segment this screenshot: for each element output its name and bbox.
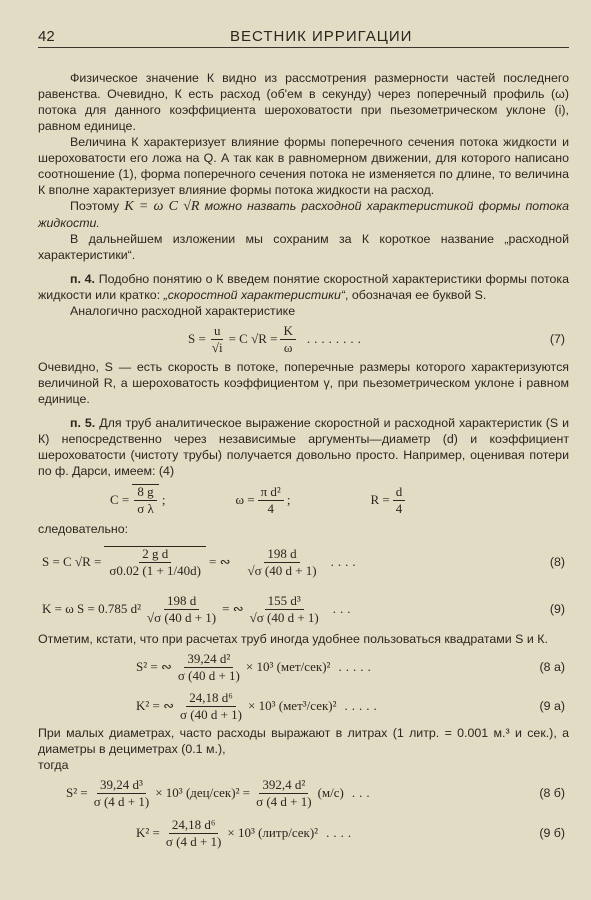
eq4-sep-1: ;: [161, 492, 166, 507]
eq8b-fraction-2: [253, 778, 315, 809]
eq9a-rest: × 10³ (мет³/сек)²: [248, 698, 337, 713]
equation-9b: [38, 813, 569, 853]
eq8a-dots: .....: [338, 659, 375, 674]
eq8a-rest: × 10³ (мет/сек)²: [245, 659, 331, 674]
eq9-num-2: 155 d³: [265, 594, 304, 610]
eq8-lhs: S = C √R =: [42, 554, 102, 569]
paragraph-squares: Отметим, кстати, что при расчетах труб иногда удобнее пользоваться квадратами S и К.: [38, 632, 548, 646]
paragraph-then: тогда: [38, 758, 69, 772]
equation-8a: [38, 647, 569, 687]
eq8-approx: = ∾: [209, 554, 231, 569]
eq9-den-1: √σ (40 d + 1): [147, 609, 217, 625]
paragraph-analogous: Аналогично расходной характеристике: [70, 304, 296, 318]
equation-9: [38, 587, 569, 631]
eq8-den-2: √σ (40 d + 1): [247, 562, 317, 578]
paragraph-small-diameters: При малых диаметрах, часто расходы выражают в литрах (1 литр. = 0.001 м.³ и сек.), а диаметры в дециметрах (0.1 м.),: [38, 726, 569, 756]
eq9b-rest: × 10³ (литр/сек)²: [227, 825, 319, 840]
eq9a-den: σ (40 d + 1): [180, 706, 243, 722]
eq4-c-lhs: C =: [110, 492, 130, 507]
section-4-text-a: Подобно понятию о К введем понятие скоростной характеристики формы потока жидкости или кратко:: [38, 272, 569, 302]
paragraph-physical-meaning: Физическое значение К видно из рассмотрения размерности частей последнего равенства. Очевидно, К есть расход (об'ем в секунду) через поперечный профиль (ω) потока для данного коэффициента шероховатости при пьезометрическом уклоне (i), равном единице.: [38, 71, 569, 133]
eq8b-rest: (м/с): [317, 785, 344, 800]
eq8-num-1: 2 g d: [139, 547, 171, 563]
eq9a-dots: .....: [344, 698, 381, 713]
eq8b-num-2: 392,4 d²: [259, 778, 308, 794]
eq9-num-1: 198 d: [164, 594, 199, 610]
eq4-r-lhs: R =: [370, 492, 390, 507]
eq7-fraction-2: [280, 324, 295, 355]
eq7-mid: = C √R =: [228, 331, 278, 346]
paragraph-therefore-italic: можно назвать расходной характеристикой формы потока жидкости.: [38, 199, 570, 230]
paragraph-therefore-start: Поэтому: [70, 199, 120, 213]
eq8b-num-1: 39,24 d³: [97, 778, 146, 794]
equation-8b: [38, 773, 569, 813]
formula-k-inline: K = ω C √R: [124, 199, 200, 214]
eq8-dots: ....: [330, 554, 360, 569]
eq7-number: (7): [549, 332, 565, 346]
eq4-r-fraction: [393, 485, 406, 516]
eq7-num-2: K: [280, 324, 295, 340]
eq7-den-1: √i: [211, 339, 223, 355]
eq9a-lhs: K² = ∾: [136, 698, 175, 713]
eq7-lhs: S =: [188, 331, 206, 346]
journal-title: ВЕСТНИК ИРРИГАЦИИ: [230, 28, 413, 45]
section-5-text: Для труб аналитическое выражение скоростной и расходной характеристик (S и К) непосредственно через независимые аргументы—диаметр (d) и коэффициент шероховатости (чистоту трубы) получается довольно просто. Например, оценивая потери по ф. Дарси, имеем: (4): [38, 416, 569, 478]
eq7-dots: ........: [306, 331, 365, 346]
eq7-fraction-1: [209, 324, 226, 355]
eq8b-mid: × 10³ (дец/сек)² =: [155, 785, 251, 800]
eq4-w-den: 4: [267, 500, 274, 516]
eq8-fraction-2: [244, 547, 319, 578]
eq8a-fraction: [175, 652, 243, 683]
eq9a-num: 24,18 d⁶: [186, 691, 236, 707]
page-number: 42: [38, 28, 55, 45]
eq8b-lhs: S² =: [66, 785, 88, 800]
eq9a-number: (9 а): [539, 699, 565, 713]
eq8-den-1a: σ0.02: [109, 563, 140, 578]
eq8-number: (8): [549, 555, 565, 569]
section-4-italic: „скоростной характеристики“: [163, 288, 345, 302]
paragraph-consequently: следовательно:: [38, 522, 129, 536]
eq8b-number: (8 б): [539, 786, 565, 800]
eq9-fraction-2: [247, 594, 322, 625]
eq4-c-num: 8 g: [134, 485, 156, 501]
eq4-r-num: d: [393, 485, 406, 501]
eq4-c-fraction: [132, 484, 159, 516]
eq7-den-2: ω: [283, 339, 293, 355]
eq8b-fraction-1: [91, 778, 153, 809]
eq4-w-num: π d²: [258, 485, 284, 501]
eq4-c-den: σ λ: [137, 501, 154, 516]
eq4-r-den: 4: [395, 500, 403, 516]
article-body: [38, 70, 569, 853]
eq9b-fraction: [163, 818, 225, 849]
running-header: [38, 28, 569, 48]
eq9b-dots: ....: [326, 825, 356, 840]
paragraph-section-4: [38, 271, 569, 303]
eq9-approx: = ∾: [222, 601, 244, 616]
eq8b-dots: ...: [351, 785, 374, 800]
eq7-num-1: u: [211, 324, 224, 340]
eq8a-lhs: S² = ∾: [136, 659, 172, 674]
eq9b-num: 24,18 d⁶: [169, 818, 219, 834]
paragraph-further: В дальнейшем изложении мы сохраним за К короткое название „расходной характеристики“.: [38, 232, 569, 262]
eq9-number: (9): [549, 602, 565, 616]
equation-darcy: [38, 479, 569, 521]
eq8a-den: σ (40 d + 1): [177, 667, 240, 683]
paragraph-obviously-s: Очевидно, S — есть скорость в потоке, поперечные размеры которого характеризуются величиной R, а шероховатость коэффициентом γ, при пьезометрическом уклоне i равном единице.: [38, 360, 569, 406]
eq8-den-1b: (1 + 1/40d): [142, 563, 201, 578]
eq4-sep-2: ;: [286, 492, 291, 507]
paragraph-k-characterizes: Величина К характеризует влияние формы поперечного сечения потока жидкости и шероховатости его ложа на Q. А так как в равномерном движении, для которого написано соотношение (1), форма поперечного сечения потока не изменяется по длине, то величина К вполне характеризует влияние формы потока жидкости на расход.: [38, 135, 569, 197]
eq9a-fraction: [177, 691, 245, 722]
paragraph-section-5: [38, 415, 569, 479]
eq9-fraction-1: [144, 594, 219, 625]
paragraph-therefore: [38, 198, 569, 231]
eq9b-den: σ (4 d + 1): [165, 833, 222, 849]
section-4-text-b: , обозначая ее буквой S.: [345, 288, 487, 302]
eq8a-num: 39,24 d²: [184, 652, 233, 668]
equation-7: [38, 319, 569, 359]
eq8a-number: (8 а): [539, 660, 565, 674]
equation-8: [38, 537, 569, 587]
eq4-w-fraction: [258, 485, 284, 516]
eq8-fraction-1: [104, 546, 206, 578]
eq8b-den-2: σ (4 d + 1): [256, 793, 312, 809]
eq9-den-2: √σ (40 d + 1): [249, 609, 319, 625]
eq8b-den-1: σ (4 d + 1): [93, 793, 150, 809]
section-5-mark: п. 5.: [70, 416, 96, 430]
eq9-dots: ...: [332, 601, 355, 616]
eq8-den-1: [106, 563, 204, 578]
eq9b-number: (9 б): [539, 826, 565, 840]
eq8-num-2: 198 d: [264, 547, 299, 563]
eq9-lhs: K = ω S = 0.785 d²: [42, 601, 141, 616]
eq4-w-lhs: ω =: [235, 492, 255, 507]
eq9b-lhs: K² =: [136, 825, 160, 840]
equation-9a: [38, 687, 569, 725]
section-4-mark: п. 4.: [70, 272, 95, 286]
